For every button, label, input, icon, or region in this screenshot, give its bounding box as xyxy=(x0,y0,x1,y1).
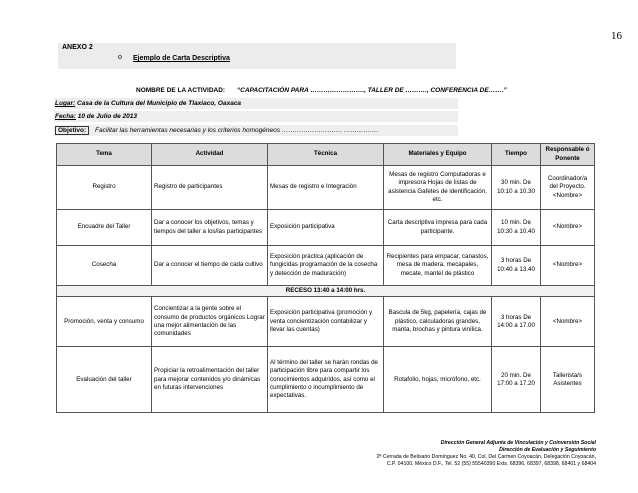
cell-tiempo: 3 horas De 14:00 a 17.00 xyxy=(492,297,541,347)
cell-tecnica: Exposición participativa xyxy=(268,210,384,246)
cell-tema: Cosecha xyxy=(57,246,152,286)
objetivo-label: Objetivo: xyxy=(55,126,89,135)
table-row xyxy=(57,347,595,413)
table-row xyxy=(57,297,595,347)
cell-tiempo: 30 min. De 10:10 a 10.30 xyxy=(492,166,541,210)
cell-materiales: Rotafolio, hojas, micrófono, etc. xyxy=(384,347,492,413)
table-row xyxy=(57,210,595,246)
cell-tecnica: Mesas de registro e Integración xyxy=(268,166,384,210)
footer-line-1: Dirección General Adjunta de Vinculación y Coinversión Social xyxy=(440,440,596,446)
lugar-value: Casa de la Cultura del Municipio de Tlaxiaco, Oaxaca xyxy=(77,100,242,107)
cell-tecnica: Exposición participativa (promoción y venta concientización contabilizar y llevar las cuentas) xyxy=(268,297,384,347)
lugar-line xyxy=(55,100,241,107)
cell-tiempo: 10 min. De 10:30 a 10.40 xyxy=(492,210,541,246)
annex-subtitle: Ejemplo de Carta Descriptiva xyxy=(133,55,230,62)
cell-actividad: Registro de participantes xyxy=(152,166,268,210)
cell-responsable: <Nombre> xyxy=(541,297,595,347)
cell-materiales: Bascula de 5kg, papelería, cajas de plástico, calculadoras grandes, manta, brochas y pintura vinílica. xyxy=(384,297,492,347)
objetivo-value: Facilitar las herramientas necesarias y los criterios homogéneos ………………………. ……………. xyxy=(94,127,379,134)
lesson-plan-table xyxy=(56,143,595,413)
cell-actividad: Concientizar a la gente sobre el consumo de productos orgánicos Lograr una mejor alimentación de las comunidades xyxy=(152,297,268,347)
cell-tema: Promoción, venta y consumo xyxy=(57,297,152,347)
cell-tema: Registro xyxy=(57,166,152,210)
header-materiales: Materiales y Equipo xyxy=(384,144,492,166)
header-tiempo: Tiempo xyxy=(492,144,541,166)
activity-name xyxy=(136,87,507,94)
receso-cell: RECESO 13:40 a 14:00 hrs. xyxy=(57,286,595,297)
page-number: 16 xyxy=(611,30,622,42)
table-header-row xyxy=(57,144,595,166)
objetivo-line xyxy=(55,127,378,134)
cell-tiempo: 3 horas De 10:40 a 13.40 xyxy=(492,246,541,286)
cell-responsable: Tallerista/s Asistentes xyxy=(541,347,595,413)
table-row xyxy=(57,166,595,210)
header-responsable: Responsable ó Ponente xyxy=(541,144,595,166)
footer-line-3: 2ª Cerrada de Belisario Domínguez No. 40, Col. Del Carmen Coyoacán, Delegación Coyoacán, xyxy=(376,454,596,460)
footer-line-2: Dirección de Evaluación y Seguimiento xyxy=(499,447,596,453)
cell-responsable: <Nombre> xyxy=(541,246,595,286)
fecha-value: 10 de Julio de 2013 xyxy=(77,113,138,120)
header-tecnica: Técnica xyxy=(268,144,384,166)
header-actividad: Actividad xyxy=(152,144,268,166)
cell-actividad: Dar a conocer el tiempo de cada cultivo xyxy=(152,246,268,286)
fecha-line xyxy=(55,113,137,120)
annex-title: ANEXO 2 xyxy=(62,44,93,51)
receso-row xyxy=(57,286,595,297)
cell-tecnica: Al término del taller se harán rondas de participación libre para compartir los conocimientos adquiridos, así como el cumplimiento o incumplimiento de expectativas. xyxy=(268,347,384,413)
table-row xyxy=(57,246,595,286)
cell-tecnica: Exposición práctica (aplicación de fungicidas programación de la cosecha y detección de maduración) xyxy=(268,246,384,286)
activity-value: “CAPACITACIÓN PARA ……………………., TALLER DE ………., CONFERENCIA DE…….” xyxy=(236,87,507,94)
footer-line-4: C.P. 04100, México D.F., Tel. 52 (55) 55540390 Exts. 68396, 68397, 68398, 68401 y 68404 xyxy=(386,461,596,467)
cell-materiales: Mesas de registro Computadoras e impresora Hojas de listas de asistencia Gafetes de identificación, etc. xyxy=(384,166,492,210)
cell-materiales: Recipientes para empacar, canastos, mesa de madera, mecapales, mecate, mantel de plástico xyxy=(384,246,492,286)
cell-actividad: Propiciar la retroalimentación del taller para mejorar contenidos y/o dinámicas en futuras intervenciones xyxy=(152,347,268,413)
cell-materiales: Carta descriptiva impresa para cada participante. xyxy=(384,210,492,246)
fecha-label: Fecha: xyxy=(55,113,76,120)
activity-label: NOMBRE DE LA ACTIVIDAD: xyxy=(136,87,226,94)
lugar-label: Lugar: xyxy=(55,100,76,107)
cell-tiempo: 20 min. De 17:00 a 17.20 xyxy=(492,347,541,413)
cell-responsable: <Nombre> xyxy=(541,210,595,246)
header-tema: Tema xyxy=(57,144,152,166)
cell-tema: Encuadre del Taller xyxy=(57,210,152,246)
cell-tema: Evaluación del taller xyxy=(57,347,152,413)
cell-responsable: Coordinador/a del Proyecto. <Nombre> xyxy=(541,166,595,210)
cell-actividad: Dar a conocer los objetivos, temas y tiempos del taller a los/las participantes xyxy=(152,210,268,246)
bullet-icon: o xyxy=(118,54,122,61)
